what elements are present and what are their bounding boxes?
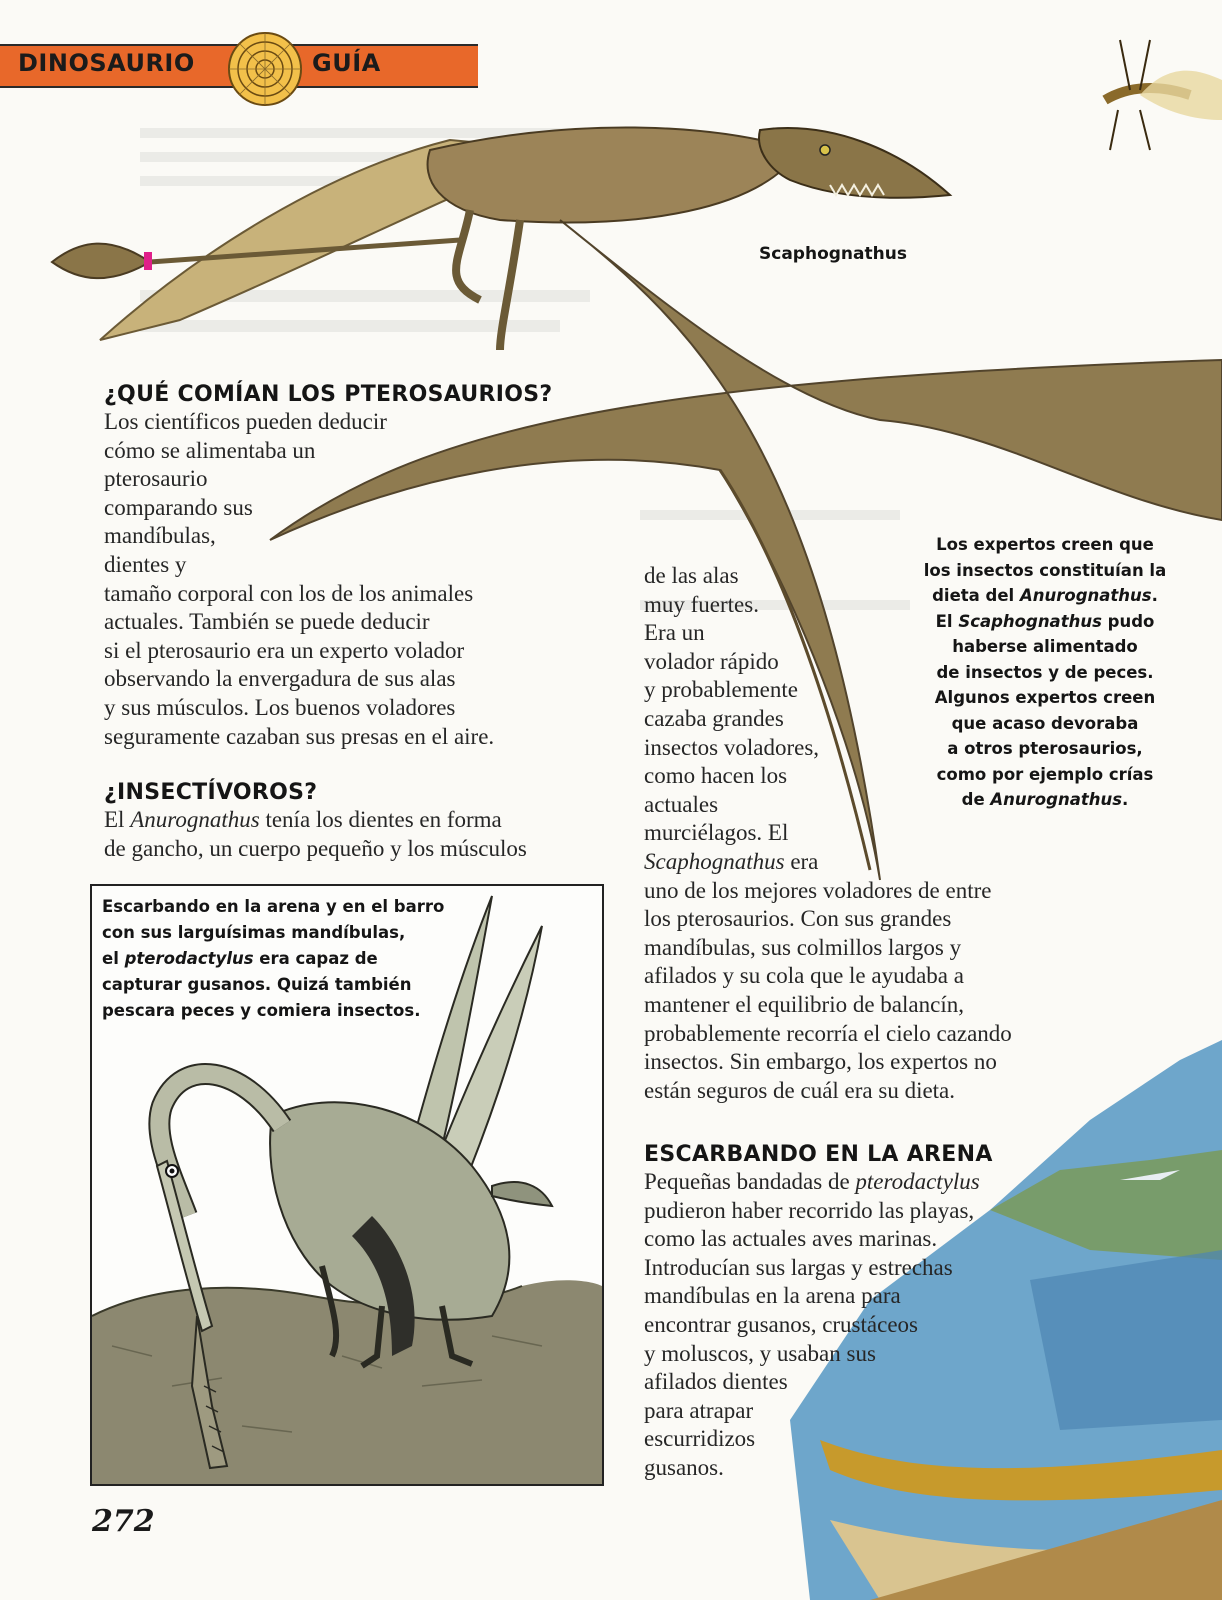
caption-line: con sus larguísimas mandíbulas, (102, 923, 406, 942)
text-span: El (935, 611, 959, 631)
pterodactylus-inset-box (90, 884, 604, 1486)
text-span: Pequeñas bandadas de (644, 1169, 856, 1194)
caption-line (914, 583, 1176, 609)
text-line: como las actuales aves marinas. (644, 1226, 938, 1252)
text-span: El (104, 807, 131, 832)
text-line: Introducían sus largas y estrechas (644, 1254, 953, 1280)
caption-anurognathus (914, 532, 1176, 813)
text-line: como hacen los (644, 763, 788, 789)
text-line: muy fuertes. (644, 591, 759, 617)
text-span: pudo (1101, 611, 1155, 631)
text-line: escurridizos (644, 1426, 756, 1452)
insect-illustration (1105, 40, 1222, 150)
text-line: cómo se alimentaba un (104, 437, 316, 463)
species-name: pterodactylus (124, 949, 254, 968)
text-line: probablemente recorría el cielo cazando (644, 1020, 1012, 1046)
page-number: 272 (92, 1504, 155, 1539)
text-span: el (102, 949, 125, 968)
text-line (104, 806, 527, 835)
text-line: cazaba grandes (644, 705, 784, 731)
text-line: dientes y (104, 551, 187, 577)
text-line: mandíbulas en la arena para (644, 1283, 901, 1309)
section2-body-col1 (104, 806, 527, 863)
text-line: pudieron haber recorrido las playas, (644, 1197, 975, 1223)
caption-line: a otros pterosaurios, (947, 739, 1143, 758)
text-line: actuales. También se puede deducir (104, 609, 430, 635)
caption-line: los insectos constituían la (923, 560, 1167, 580)
caption-line: como por ejemplo crías (936, 764, 1154, 784)
text-line: tamaño corporal con los de los animales (104, 580, 474, 606)
caption-line: Los expertos creen que (936, 535, 1154, 554)
caption-line: que acaso devoraba (951, 713, 1139, 733)
text-span: era (784, 848, 819, 874)
caption-line: Escarbando en la arena y en el barro (102, 897, 445, 916)
text-line: y probablemente (644, 677, 798, 703)
caption-line: Algunos expertos creen (934, 688, 1156, 707)
caption-line (102, 946, 444, 972)
inset-caption (102, 894, 444, 1024)
text-line: uno de los mejores voladores de entre (644, 877, 992, 903)
text-line: insectos voladores, (644, 734, 820, 760)
caption-line (914, 787, 1176, 813)
species-name: Anurognathus (130, 807, 260, 832)
text-line: afilados y su cola que le ayudaba a (644, 963, 964, 989)
text-line: insectos. Sin embargo, los expertos no (644, 1049, 997, 1075)
section-title-que-comian: ¿QUÉ COMÍAN LOS PTEROSAURIOS? (104, 382, 553, 407)
header-title-right: GUÍA (312, 49, 381, 77)
text-line: para atrapar (644, 1397, 754, 1423)
species-name: Scaphognathus (644, 848, 785, 874)
caption-line: de insectos y de peces. (936, 662, 1154, 682)
text-line: actuales (644, 791, 719, 817)
text-span: de (961, 790, 991, 809)
caption-line: haberse alimentado (952, 637, 1138, 656)
text-line (644, 1168, 980, 1197)
caption-line: pescara peces y comiera insectos. (102, 1001, 421, 1020)
section-title-insectivoros: ¿INSECTÍVOROS? (104, 780, 318, 805)
species-name: Anurognathus (1019, 586, 1152, 605)
text-line (644, 848, 1012, 877)
text-span: tenía los dientes en forma (259, 807, 502, 832)
species-name: Anurognathus (990, 790, 1123, 809)
text-line: y sus músculos. Los buenos voladores (104, 694, 456, 720)
text-line: mandíbulas, (104, 523, 216, 549)
text-line: si el pterosaurio era un experto volador (104, 637, 465, 663)
caption-line (914, 609, 1176, 635)
text-line: Era un (644, 620, 705, 646)
text-line: afilados dientes (644, 1369, 788, 1395)
text-line: volador rápido (644, 648, 779, 674)
species-name: pterodactylus (855, 1169, 980, 1194)
text-span: . (1151, 586, 1158, 605)
header-title-left: DINOSAURIO (18, 49, 195, 77)
section-title-escarbando: ESCARBANDO EN LA ARENA (644, 1142, 993, 1167)
text-line: mantener el equilibrio de balancín, (644, 991, 964, 1017)
text-line: Los científicos pueden deducir (104, 409, 387, 434)
text-line: gusanos. (644, 1454, 724, 1480)
section1-body (104, 408, 494, 751)
text-line: encontrar gusanos, crustáceos (644, 1311, 918, 1337)
section3-body (644, 1168, 980, 1483)
text-span: dieta del (932, 586, 1020, 605)
text-span: . (1122, 790, 1129, 809)
text-line: de las alas (644, 563, 739, 588)
species-name: Scaphognathus (958, 611, 1102, 631)
text-line: de gancho, un cuerpo pequeño y los músculos (104, 835, 527, 861)
scaphognathus-label: Scaphognathus (759, 244, 907, 264)
text-span: era capaz de (253, 949, 378, 968)
ammonite-icon (226, 30, 304, 108)
text-line: pterosaurio (104, 466, 208, 492)
text-line: los pterosaurios. Con sus grandes (644, 906, 952, 932)
text-line: y moluscos, y usaban sus (644, 1340, 876, 1366)
text-line: están seguros de cuál era su dieta. (644, 1077, 956, 1103)
caption-line: capturar gusanos. Quizá también (102, 975, 412, 994)
text-line: observando la envergadura de sus alas (104, 666, 456, 692)
text-line: seguramente cazaban sus presas en el aire. (104, 723, 495, 749)
text-line: comparando sus (104, 494, 253, 520)
text-line: mandíbulas, sus colmillos largos y (644, 934, 962, 960)
text-line: murciélagos. El (644, 820, 789, 846)
